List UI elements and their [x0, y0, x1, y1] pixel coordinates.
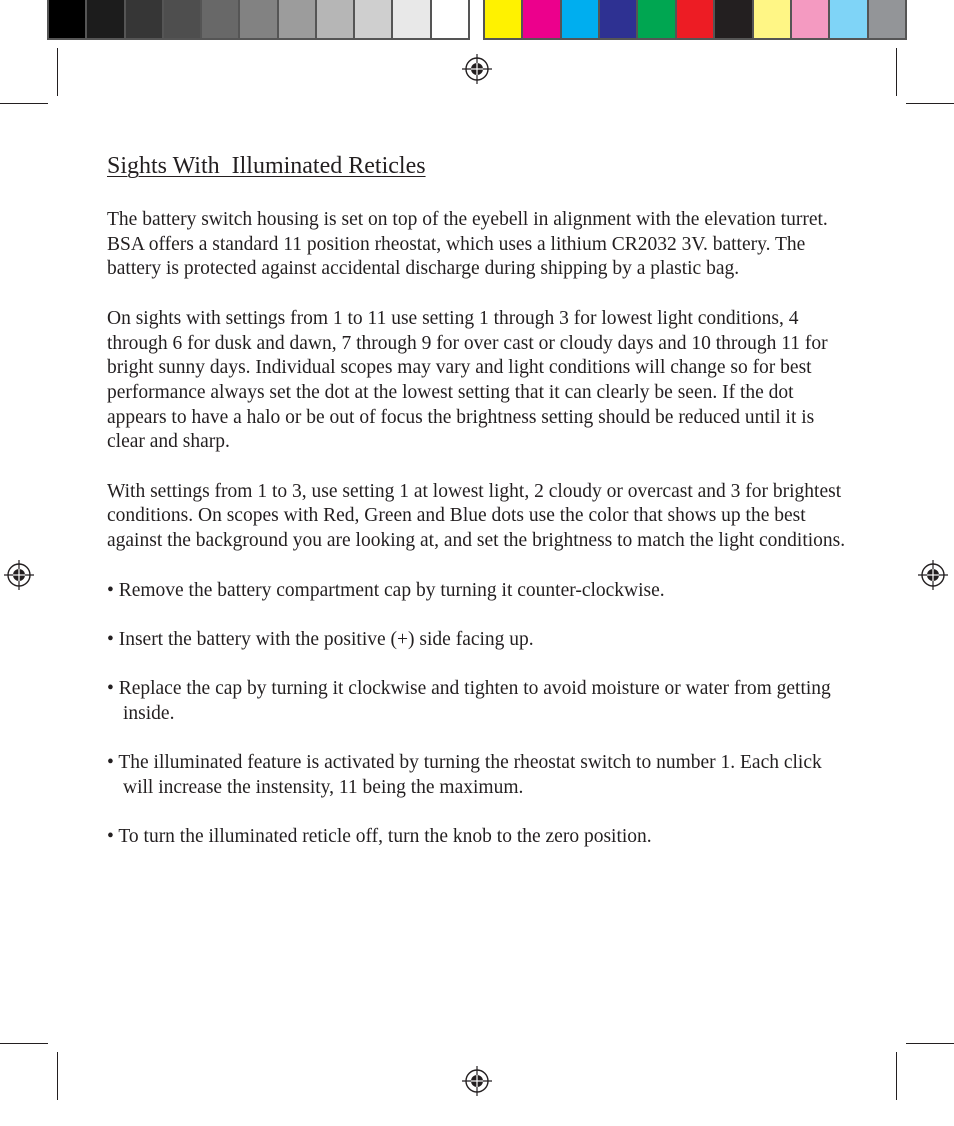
section-title: Sights With Illuminated Reticles — [107, 153, 426, 179]
color-swatch — [638, 0, 676, 38]
gray-swatch — [355, 0, 393, 38]
color-swatch — [869, 0, 905, 38]
gray-swatch — [279, 0, 317, 38]
color-swatch — [715, 0, 753, 38]
grayscale-color-bar — [47, 0, 470, 40]
color-swatch — [754, 0, 792, 38]
crop-mark-top-left — [57, 48, 58, 96]
crop-mark-bottom-left — [57, 1052, 58, 1100]
color-swatch — [600, 0, 638, 38]
registration-mark-icon — [461, 53, 493, 85]
paragraph-battery-housing: The battery switch housing is set on top of the eyebell in alignment with the elevation turret. BSA offers a standard 11 position rheostat, which uses a lithium CR2032 3V. battery. The battery is protected against accidental discharge during shipping by a plastic bag. — [107, 209, 828, 280]
paragraph-settings-1-to-3: With settings from 1 to 3, use setting 1 at lowest light, 2 cloudy or overcast and 3 for brightest conditions. On scopes with Red, Green and Blue dots use the color that shows up the best against the background you are looking at, and set the brightness to match the light conditions. — [107, 480, 846, 552]
gray-swatch — [49, 0, 87, 38]
color-swatch — [523, 0, 561, 38]
bullet-activate-illumination: • The illuminated feature is activated by turning the rheostat switch to number 1. Each click will increase the instensity, 11 being the maximum. — [107, 752, 822, 799]
registration-mark-icon — [917, 559, 949, 591]
gray-swatch — [240, 0, 278, 38]
process-color-bar — [483, 0, 907, 40]
crop-mark-top-right — [896, 48, 897, 96]
crop-mark-top-right — [906, 103, 954, 104]
gray-swatch — [432, 0, 468, 38]
registration-mark-icon — [3, 559, 35, 591]
gray-swatch — [202, 0, 240, 38]
bullet-remove-cap: • Remove the battery compartment cap by turning it counter-clockwise. — [107, 579, 665, 601]
gray-swatch — [393, 0, 431, 38]
registration-mark-icon — [461, 1065, 493, 1097]
gray-swatch — [164, 0, 202, 38]
crop-mark-bottom-left — [0, 1043, 48, 1044]
color-swatch — [677, 0, 715, 38]
document-body — [107, 150, 847, 875]
gray-swatch — [317, 0, 355, 38]
bullet-replace-cap: • Replace the cap by turning it clockwise and tighten to avoid moisture or water from getting inside. — [107, 678, 831, 724]
gray-swatch — [87, 0, 125, 38]
bullet-insert-battery: • Insert the battery with the positive (+) side facing up. — [107, 628, 534, 650]
color-swatch — [792, 0, 830, 38]
color-swatch — [485, 0, 523, 38]
paragraph-settings-1-to-11: On sights with settings from 1 to 11 use setting 1 through 3 for lowest light conditions, 4 through 6 for dusk and dawn, 7 through 9 for over cast or cloudy days and 10 through 11 for bright sunny days. Individual scopes may vary and light conditions will change so for best performance always set the dot at the lowest setting that it can clearly be seen. If the dot appears to have a halo or be out of focus the brightness setting should be reduced until it is clear and sharp. — [107, 307, 828, 453]
crop-mark-bottom-right — [906, 1043, 954, 1044]
crop-mark-bottom-right — [896, 1052, 897, 1100]
gray-swatch — [126, 0, 164, 38]
bullet-turn-off: • To turn the illuminated reticle off, turn the knob to the zero position. — [107, 826, 652, 848]
color-swatch — [830, 0, 868, 38]
crop-mark-top-left — [0, 103, 48, 104]
color-swatch — [562, 0, 600, 38]
